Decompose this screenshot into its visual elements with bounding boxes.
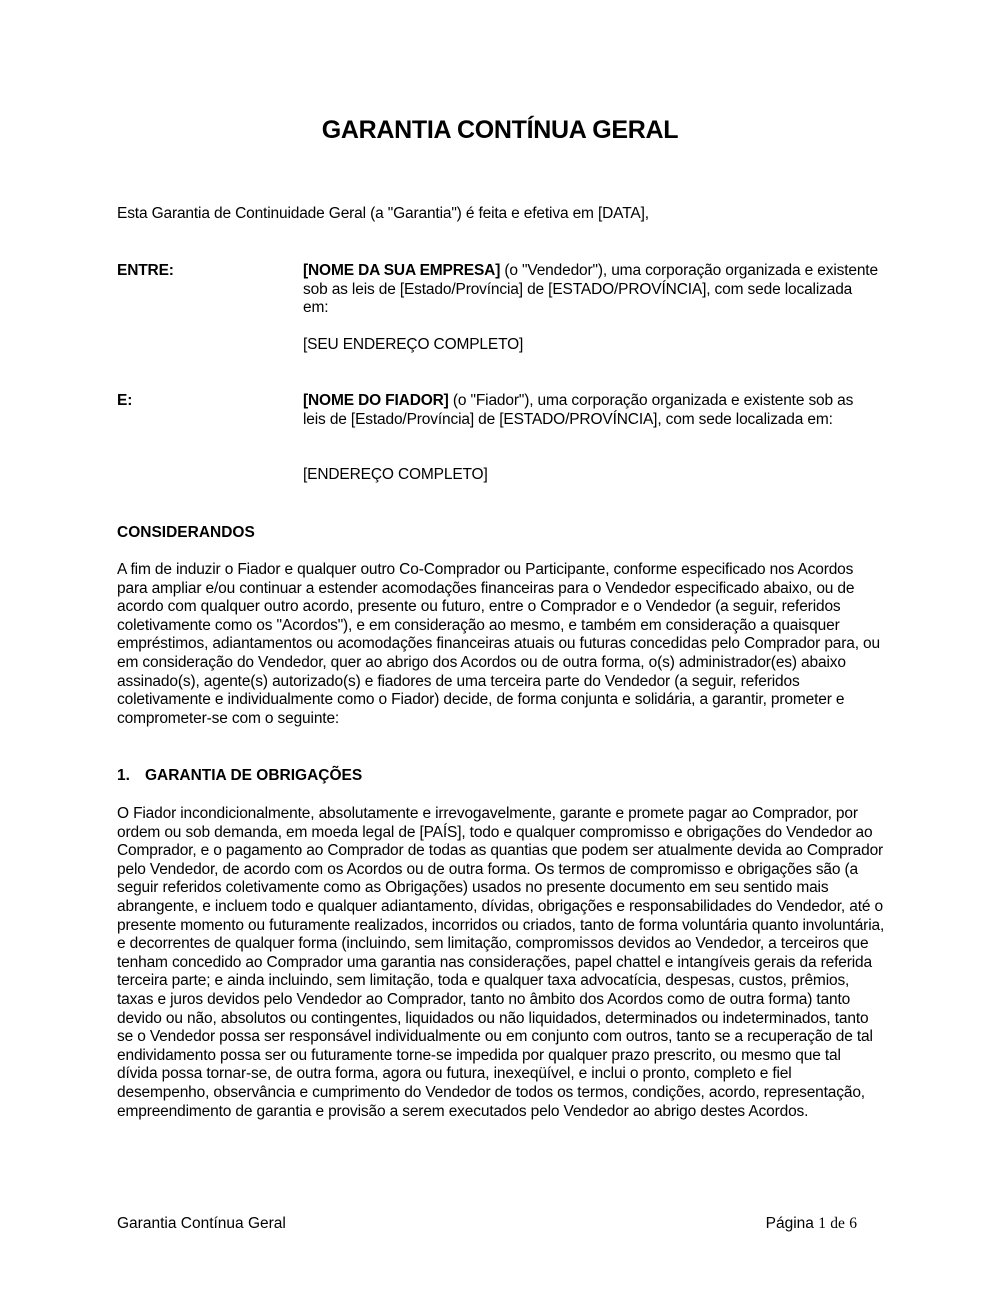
party-name: [NOME DO FIADOR]	[303, 392, 449, 409]
footer-document-name: Garantia Contínua Geral	[117, 1215, 286, 1232]
party-address: [ENDEREÇO COMPLETO]	[303, 466, 488, 483]
party-details: (o "Fiador"), uma corporação organizada e existente sob as leis de [Estado/Província] de [ESTADO/PROVÍNCIA], com sede localizada em:	[303, 392, 854, 428]
party-label: E:	[117, 392, 133, 409]
section-number: 1.	[117, 767, 130, 784]
party-details: (o "Vendedor"), uma corporação organizada e existente sob as leis de [Estado/Província] de [ESTADO/PROVÍNCIA], com sede localizada em:	[303, 262, 878, 317]
document-title: GARANTIA CONTÍNUA GERAL	[321, 116, 679, 144]
recitals-heading: CONSIDERANDOS	[117, 524, 255, 541]
party-description	[303, 262, 878, 318]
section-heading	[117, 767, 362, 785]
section-paragraph: O Fiador incondicionalmente, absolutamente e irrevogavelmente, garante e promete pagar ao Comprador, por ordem ou sob demanda, em moeda legal de [PAÍS], todo e qualquer compromisso e obrigações do Vendedor ao Comprador, e o pagamento ao Comprador de todas as quantias que podem ser atualmente devida ao Comprador pelo Vendedor, de acordo com os Acordos ou de outra forma. Os termos de compromisso e obrigações são (a seguir referidos coletivamente como as Obrigações) usados no presente documento em seu sentido mais abrangente, e incluem todo e qualquer adiantamento, dívidas, obrigações e responsabilidades do Vendedor, até o presente momento ou futuramente realizados, incorridos ou criados, tanto de forma voluntária quanto involuntária, e decorrentes de qualquer forma (incluindo, sem limitação, compromissos devidos ao Vendedor, a terceiros que tenham concedido ao Comprador uma garantia nas considerações, papel chattel e intangíveis gerais da referida terceira parte; e ainda incluindo, sem limitação, toda e qualquer taxa advocatícia, despesas, custos, prêmios, taxas e juros devidos pelo Vendedor ao Comprador, tanto no âmbito dos Acordos como de outra forma) tanto devido ou não, absolutos ou contingentes, liquidados ou não liquidados, determinados ou indeterminados, tanto se o Vendedor possa ser responsável individualmente ou em conjunto com outros, tanto se a recuperação de tal endividamento possa ser ou futuramente torne-se impedida por qualquer prazo prescrito, ou mesmo que tal dívida possa tornar-se, de outra forma, agora ou futura, inexeqüível, e inclui o pronto, completo e fiel desempenho, observância e cumprimento do Vendedor de todos os termos, condições, acordo, representação, empreendimento de garantia e provisão a serem executados pelo Vendedor ao abrigo destes Acordos.	[117, 805, 885, 1120]
party-address: [SEU ENDEREÇO COMPLETO]	[303, 336, 524, 353]
intro-paragraph: Esta Garantia de Continuidade Geral (a "Garantia") é feita e efetiva em [DATA],	[117, 205, 649, 222]
party-name: [NOME DA SUA EMPRESA]	[303, 262, 501, 279]
party-label: ENTRE:	[117, 262, 174, 279]
party-description	[303, 392, 878, 429]
recitals-paragraph: A fim de induzir o Fiador e qualquer outro Co-Comprador ou Participante, conforme especificado nos Acordos para ampliar e/ou continuar a estender acomodações financeiras para o Vendedor especificado abaixo, ou de acordo com qualquer outro acordo, presente ou futuro, entre o Comprador e o Vendedor (a seguir, referidos coletivamente como os "Acordos"), e em consideração ao mesmo, e também em consideração a quaisquer empréstimos, adiantamentos ou acomodações financeiras atuais ou futuras concedidas pelo Comprador para, ou em consideração do Vendedor, quer ao abrigo dos Acordos ou de outra forma, o(s) administrador(es) abaixo assinado(s), agente(s) autorizado(s) e fiadores de uma terceira parte do Vendedor (a seguir, referidos coletivamente e individualmente como o Fiador) decide, de forma conjunta e solidária, a garantir, prometer e comprometer-se com o seguinte:	[117, 561, 880, 727]
page-number: Página 1 de 6	[765, 1215, 857, 1232]
section-title: GARANTIA DE OBRIGAÇÕES	[144, 767, 363, 784]
